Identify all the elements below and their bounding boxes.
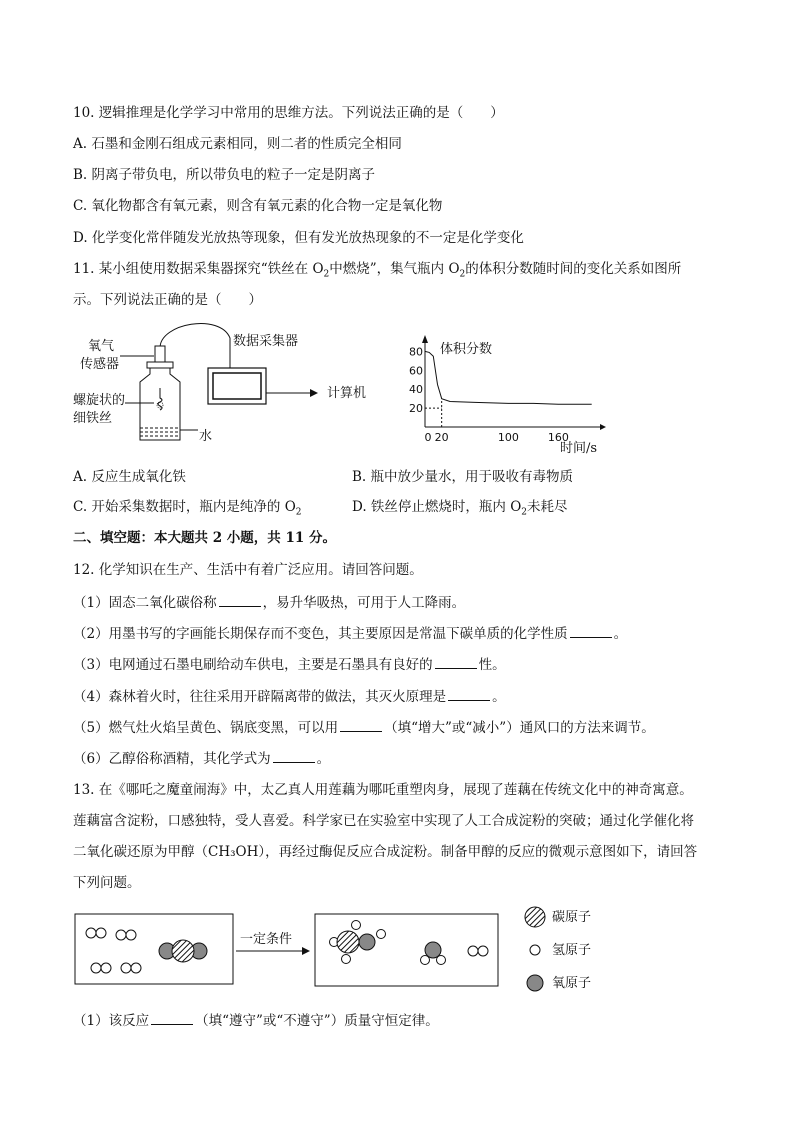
hydrogen-atom-icon: [530, 945, 540, 955]
section-heading: 二、填空题：本大题共 2 小题，共 11 分。: [73, 530, 336, 546]
q12-stem: 12. 化学知识在生产、生活中有着广泛应用。请回答问题。: [73, 562, 423, 578]
y-tick-label: 60: [409, 364, 423, 378]
x-tick-label: 160: [547, 431, 569, 444]
x-axis-arrow: [600, 424, 606, 430]
oxygen-sensor-probe: [155, 346, 165, 364]
q12-part1: （1）固态二氧化碳俗称 ，易升华吸热，可用于人工降雨。: [73, 592, 465, 613]
computer-label: 计算机: [327, 386, 367, 401]
chart-y-label: 体积分数: [440, 342, 493, 357]
y-tick-label: 80: [409, 345, 423, 359]
x-tick-label: 100: [497, 431, 519, 444]
q11-option-a: A. 反应生成氧化铁: [73, 469, 186, 485]
q12-part6: （6）乙醇俗称酒精，其化学式为 。: [73, 748, 330, 769]
water-label: 水: [199, 429, 213, 444]
spiral-wire-label-2: 细铁丝: [73, 411, 113, 426]
reactants-box: [75, 914, 233, 984]
data-collector-label: 数据采集器: [233, 334, 299, 349]
q10-option-b: B. 阴离子带负电，所以带负电的粒子一定是阴离子: [73, 167, 376, 183]
reaction-diagram: [70, 898, 630, 998]
q13-line1: 13. 在《哪吒之魔童闹海》中，太乙真人用莲藕为哪吒重塑肉身，展现了莲藕在传统文化中的神奇寓意。: [73, 782, 693, 798]
oxygen-atom-icon: [527, 975, 543, 991]
answer-blank[interactable]: [219, 592, 261, 607]
answer-blank[interactable]: [151, 1010, 193, 1025]
legend-hydrogen: 氢原子: [552, 943, 592, 958]
chart-x-label: 时间/s: [560, 441, 598, 456]
oxygen-sensor-label-2: 传感器: [80, 357, 120, 372]
reaction-condition-label: 一定条件: [240, 932, 293, 947]
x-tick-label: 0: [424, 431, 432, 444]
q11-option-c: C. 开始采集数据时，瓶内是纯净的 $O_2$: [73, 499, 302, 518]
q10-stem: 10. 逻辑推理是化学学习中常用的思维方法。下列说法正确的是（ ）: [73, 105, 504, 121]
q12-part4: （4）森林着火时，往往采用开辟隔离带的做法，其灭火原理是 。: [73, 686, 506, 707]
legend-oxygen: 氧原子: [552, 976, 592, 991]
answer-blank[interactable]: [570, 623, 612, 638]
legend-carbon: 碳原子: [552, 910, 592, 925]
q10-option-d: D. 化学变化常伴随发光放热等现象，但有发光放热现象的不一定是化学变化: [73, 230, 524, 246]
bottle-stopper: [147, 362, 173, 368]
spiral-wire-label-1: 螺旋状的: [73, 393, 126, 408]
q13-part1: （1）该反应 （填“遵守”或“不遵守”）质量守恒定律。: [73, 1010, 439, 1031]
q12-part3: （3）电网通过石墨电刷给动车供电，主要是石墨具有良好的 性。: [73, 654, 506, 675]
q10-option-a: A. 石墨和金刚石组成元素相同，则二者的性质完全相同: [73, 136, 402, 152]
answer-blank[interactable]: [340, 717, 382, 732]
answer-blank[interactable]: [448, 686, 490, 701]
q11-option-d: D. 铁丝停止燃烧时，瓶内 $O_2$未耗尽: [352, 499, 568, 518]
carbon-atom-icon: [525, 907, 545, 927]
q11-option-b: B. 瓶中放少量水，用于吸收有毒物质: [352, 469, 574, 485]
x-tick-label: 20: [434, 431, 449, 444]
q12-part5: （5）燃气灶火焰呈黄色、锅底变黑，可以用 （填“增大”或“减小”）通风口的方法来调节。: [73, 717, 655, 738]
q13-line2: 莲藕富含淀粉，口感独特，受人喜爱。科学家已在实验室中实现了人工合成淀粉的突破；通过化学催化将: [73, 813, 694, 829]
q11-stem-line2: 示。下列说法正确的是（ ）: [73, 292, 262, 308]
reaction-arrow-icon: [302, 947, 310, 955]
oxygen-sensor-label-1: 氧气: [88, 339, 115, 354]
arrow-icon: [310, 389, 318, 397]
co2-molecule-icon: [159, 940, 207, 962]
answer-blank[interactable]: [273, 748, 315, 763]
y-tick-label: 20: [409, 402, 423, 416]
oxygen-fraction-line: [425, 351, 592, 404]
answer-blank[interactable]: [435, 654, 477, 669]
y-tick-label: 40: [409, 383, 423, 397]
q11-stem-line1: 11. 某小组使用数据采集器探究“铁丝在 $O_2$中燃烧”，集气瓶内 $O_2$的体积分数随时间的变化关系如图所: [73, 261, 682, 280]
q13-line4: 下列问题。: [73, 875, 141, 891]
q10-option-c: C. 氧化物都含有氧元素，则含有氧元素的化合物一定是氧化物: [73, 198, 443, 214]
y-axis-arrow: [422, 335, 428, 343]
q12-part2: （2）用墨书写的字画能长期保存而不变色，其主要原因是常温下碳单质的化学性质 。: [73, 623, 627, 644]
q13-line3: 二氧化碳还原为甲醇（CH₃OH），再经过酶促反应合成淀粉。制备甲醇的反应的微观示意图如下，请回答: [73, 844, 698, 860]
